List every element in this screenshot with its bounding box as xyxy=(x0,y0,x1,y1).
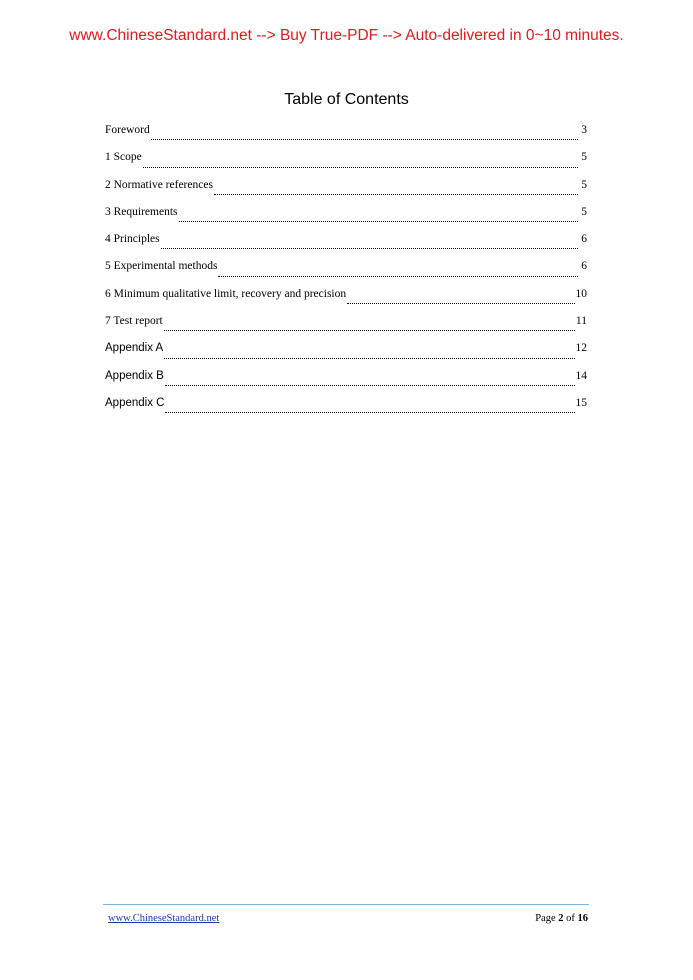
toc-entry-page: 11 xyxy=(575,315,587,328)
toc-entry-label: 5 Experimental methods xyxy=(105,260,218,273)
table-of-contents xyxy=(105,124,587,424)
toc-entry-label: 7 Test report xyxy=(105,315,163,328)
toc-entry-label: 6 Minimum qualitative limit, recovery and precision xyxy=(105,287,347,300)
toc-entry-page: 5 xyxy=(581,178,587,191)
page-of: of xyxy=(563,913,578,924)
toc-entry-scope[interactable] xyxy=(105,151,587,178)
toc-entry-label: Appendix B xyxy=(105,369,164,382)
toc-entry-page: 3 xyxy=(581,124,587,136)
dot-leader xyxy=(179,220,579,222)
dot-leader xyxy=(165,384,575,386)
toc-title: Table of Contents xyxy=(284,91,409,108)
toc-entry-principles[interactable] xyxy=(105,233,587,260)
toc-entry-label: 4 Principles xyxy=(105,233,160,246)
toc-entry-appendix-a[interactable] xyxy=(105,342,587,369)
toc-entry-label: Foreword xyxy=(105,124,150,136)
toc-entry-label: 3 Requirements xyxy=(105,205,178,218)
toc-entry-normative-references[interactable] xyxy=(105,179,587,206)
toc-entry-page: 5 xyxy=(581,205,587,218)
toc-entry-appendix-b[interactable] xyxy=(105,370,587,397)
toc-entry-foreword[interactable] xyxy=(105,124,587,151)
toc-entry-label: 2 Normative references xyxy=(105,178,213,191)
toc-entry-page: 5 xyxy=(581,151,587,164)
toc-entry-page: 14 xyxy=(575,369,587,382)
toc-entry-page: 6 xyxy=(581,260,587,273)
toc-entry-label: 1 Scope xyxy=(105,151,142,164)
dot-leader xyxy=(165,411,574,413)
toc-entry-requirements[interactable] xyxy=(105,206,587,233)
toc-entry-page: 12 xyxy=(575,342,587,355)
toc-entry-label: Appendix C xyxy=(105,396,165,409)
toc-entry-page: 15 xyxy=(575,396,587,409)
toc-entry-minimum-qualitative-limit[interactable] xyxy=(105,288,587,315)
toc-entry-page: 6 xyxy=(581,233,587,246)
toc-entry-label: Appendix A xyxy=(105,342,164,355)
footer-site-link[interactable]: www.ChineseStandard.net xyxy=(108,913,220,924)
dot-leader xyxy=(164,357,574,359)
dot-leader xyxy=(164,329,575,331)
promo-banner[interactable]: www.ChineseStandard.net --> Buy True-PDF --> Auto-delivered in 0~10 minutes. xyxy=(69,27,624,44)
toc-entry-test-report[interactable] xyxy=(105,315,587,342)
dot-leader xyxy=(151,138,578,140)
dot-leader xyxy=(143,166,578,168)
toc-entry-appendix-c[interactable] xyxy=(105,397,587,424)
page-total: 16 xyxy=(577,913,588,924)
dot-leader xyxy=(161,247,578,249)
dot-leader xyxy=(214,193,578,195)
page-current: 2 xyxy=(558,913,564,924)
footer-divider xyxy=(103,904,589,905)
toc-entry-experimental-methods[interactable] xyxy=(105,260,587,287)
page-number xyxy=(535,913,588,924)
dot-leader xyxy=(218,275,578,277)
toc-entry-page: 10 xyxy=(575,287,587,300)
page-prefix: Page xyxy=(535,913,559,924)
dot-leader xyxy=(347,302,574,304)
